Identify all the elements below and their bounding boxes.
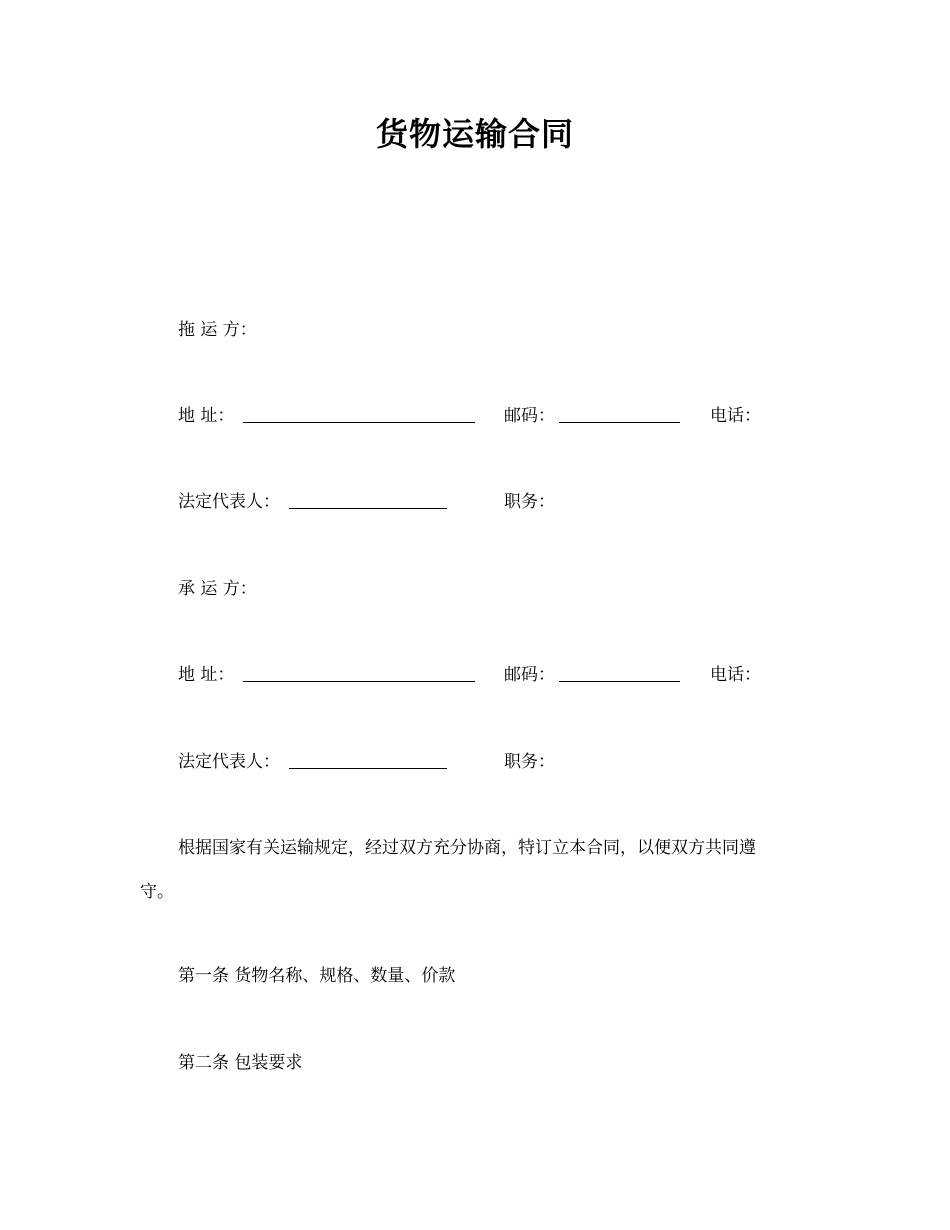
carrier-postcode-blank <box>559 681 680 682</box>
carrier-phone-label: 电话： <box>710 665 761 685</box>
intro-paragraph-line2: 守。 <box>140 882 174 902</box>
shipper-legal-rep-blank <box>289 508 447 509</box>
carrier-address-blank <box>243 681 475 682</box>
shipper-phone-label: 电话： <box>710 406 761 426</box>
shipper-address-label: 地 址： <box>178 406 235 426</box>
intro-paragraph-line1: 根据国家有关运输规定，经过双方充分协商，特订立本合同，以便双方共同遵 <box>178 838 756 858</box>
article-1-heading: 第一条 货物名称、规格、数量、价款 <box>178 966 456 986</box>
carrier-legal-rep-blank <box>289 768 447 769</box>
carrier-legal-rep-label: 法定代表人： <box>178 752 280 772</box>
article-2-heading: 第二条 包装要求 <box>178 1053 303 1073</box>
shipper-heading: 拖 运 方： <box>178 320 257 340</box>
carrier-address-label: 地 址： <box>178 665 235 685</box>
carrier-postcode-label: 邮码： <box>504 665 555 685</box>
shipper-postcode-label: 邮码： <box>504 406 555 426</box>
carrier-heading: 承 运 方： <box>178 579 257 599</box>
shipper-position-label: 职务： <box>504 492 555 512</box>
carrier-position-label: 职务： <box>504 752 555 772</box>
shipper-postcode-blank <box>559 422 680 423</box>
document-title: 货物运输合同 <box>375 115 574 153</box>
shipper-legal-rep-label: 法定代表人： <box>178 492 280 512</box>
shipper-address-blank <box>243 422 475 423</box>
